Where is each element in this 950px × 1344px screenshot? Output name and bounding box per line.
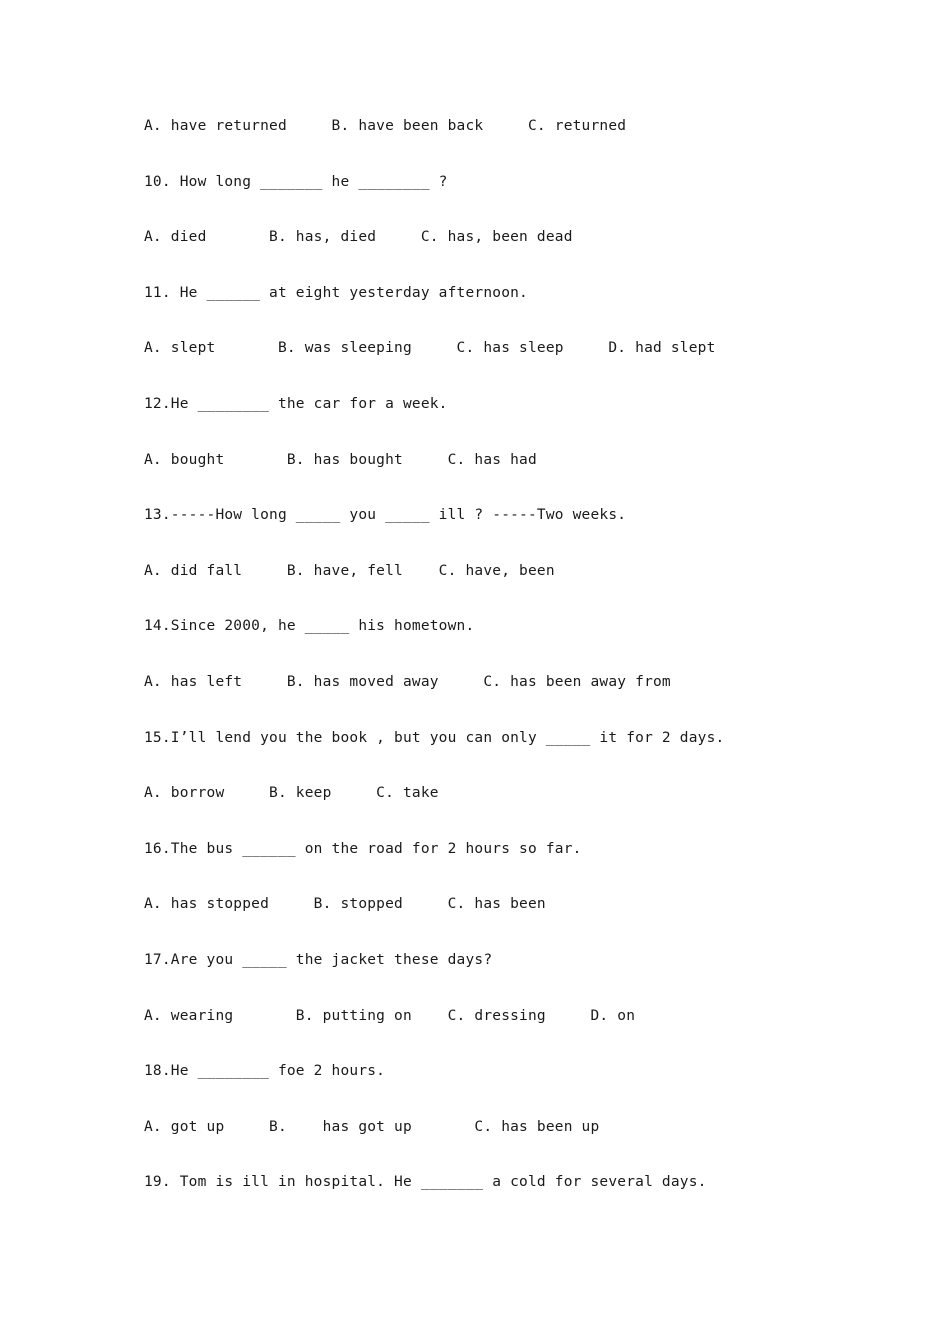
options-16: A. has stopped B. stopped C. has been — [144, 896, 546, 913]
question-18: 18.He ________ foe 2 hours. — [144, 1063, 386, 1080]
question-15: 15.I’ll lend you the book , but you can only _____ it for 2 days. — [144, 729, 725, 746]
question-16: 16.The bus ______ on the road for 2 hours so far. — [144, 840, 582, 857]
question-14: 14.Since 2000, he _____ his hometown. — [144, 618, 475, 635]
options-17: A. wearing B. putting on C. dressing D. on — [144, 1007, 636, 1024]
options-13: A. did fall B. have, fell C. have, been — [144, 562, 555, 579]
options-14: A. has left B. has moved away C. has been away from — [144, 673, 671, 690]
question-11: 11. He ______ at eight yesterday afternoon. — [144, 284, 528, 301]
options-15: A. borrow B. keep C. take — [144, 785, 439, 802]
question-10: 10. How long _______ he ________ ? — [144, 173, 448, 190]
options-11: A. slept B. was sleeping C. has sleep D. had slept — [144, 340, 716, 357]
question-12: 12.He ________ the car for a week. — [144, 395, 448, 412]
options-10: A. died B. has, died C. has, been dead — [144, 229, 573, 246]
question-17: 17.Are you _____ the jacket these days? — [144, 951, 493, 968]
question-19: 19. Tom is ill in hospital. He _______ a cold for several days. — [144, 1174, 707, 1191]
options-12: A. bought B. has bought C. has had — [144, 451, 537, 468]
options-18: A. got up B. has got up C. has been up — [144, 1118, 600, 1135]
question-list — [144, 113, 864, 1225]
question-13: 13.-----How long _____ you _____ ill ? -----Two weeks. — [144, 507, 627, 524]
options-9: A. have returned B. have been back C. returned — [144, 118, 627, 134]
